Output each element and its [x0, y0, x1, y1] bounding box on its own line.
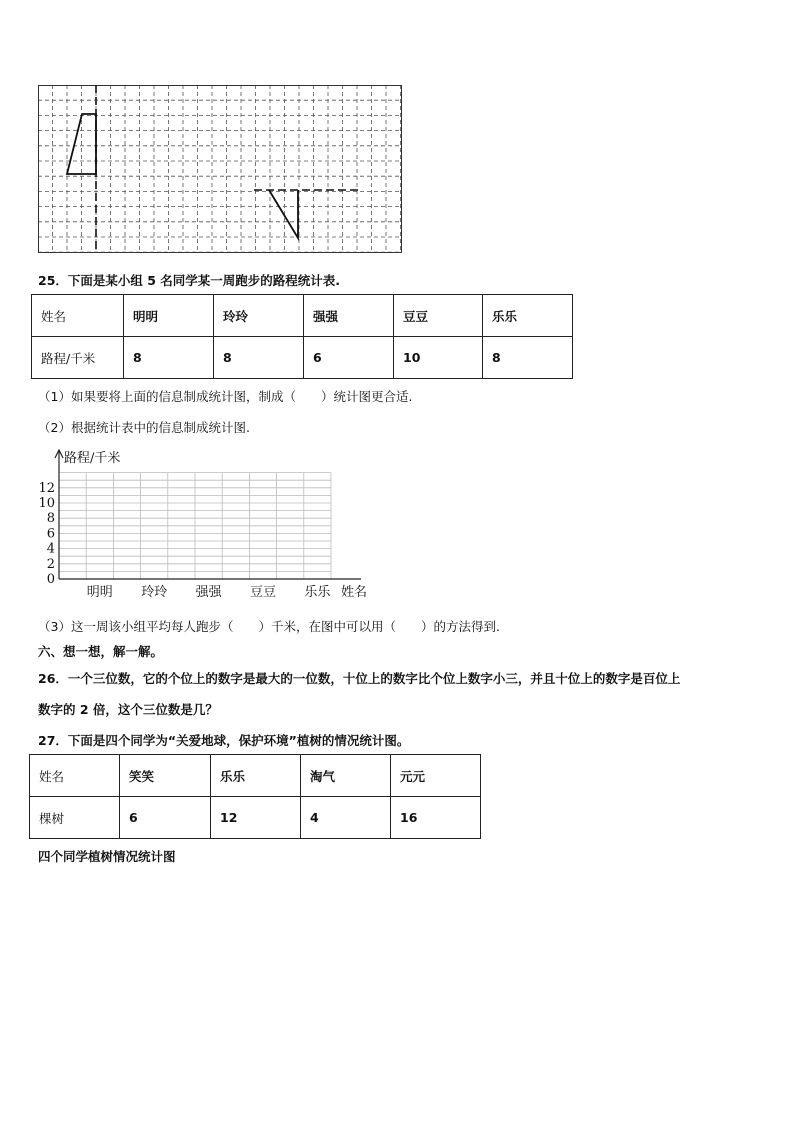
table-cell: 元元	[391, 755, 481, 797]
table-cell: 玲玲	[214, 295, 304, 337]
chart-category-label: 强强	[195, 585, 222, 600]
table-cell: 6	[120, 797, 211, 839]
chart-ytick-label: 2	[46, 556, 55, 572]
table-cell: 6	[304, 337, 394, 379]
q26-line2: 数字的 2 倍，这个三位数是几？	[38, 702, 218, 717]
section-heading: 六、想一想，解一解。	[38, 644, 164, 659]
table-cell: 16	[391, 797, 481, 839]
q26-line1: 26．一个三位数，它的个位上的数字是最大的一位数，十位上的数字比个位上数字小三，并且十位上的数字是百位上	[38, 671, 681, 686]
table-cell: 明明	[124, 295, 214, 337]
table-cell: 笑笑	[120, 755, 211, 797]
chart-category-label: 乐乐	[304, 585, 331, 600]
blank-bar-chart	[30, 445, 380, 605]
table-cell: 乐乐	[211, 755, 301, 797]
chart-category-label: 豆豆	[249, 585, 277, 600]
q25-title: 25．下面是某小组 5 名同学某一周跑步的路程统计表.	[38, 273, 341, 288]
q27-title: 27．下面是四个同学为“关爱地球，保护环境”植树的情况统计图。	[38, 733, 410, 748]
table-cell: 8	[483, 337, 573, 379]
table-cell: 强强	[304, 295, 394, 337]
table-cell: 路程/千米	[32, 337, 124, 379]
table-cell: 豆豆	[394, 295, 483, 337]
table-cell: 乐乐	[483, 295, 573, 337]
chart-ytick-label: 8	[46, 511, 55, 527]
partial-shape	[269, 190, 298, 238]
chart-ylabel: 路程/千米	[64, 451, 121, 466]
chart-ytick-label: 10	[38, 496, 55, 511]
chart-category-label: 明明	[86, 585, 113, 600]
grid-figure	[38, 85, 402, 253]
q27-table	[29, 754, 481, 839]
table-cell: 姓名	[30, 755, 120, 797]
q25-sub3: （3）这一周该小组平均每人跑步（ ）千米，在图中可以用（ ）的方法得到.	[38, 619, 500, 634]
q25-sub2: （2）根据统计表中的信息制成统计图.	[38, 420, 250, 435]
q25-table	[31, 294, 573, 379]
chart-category-label: 玲玲	[141, 585, 168, 600]
table-cell: 4	[301, 797, 391, 839]
table-cell: 8	[214, 337, 304, 379]
chart-ytick-label: 4	[46, 541, 55, 557]
table-cell: 姓名	[32, 295, 124, 337]
chart-ytick-label: 12	[38, 480, 55, 496]
table-cell: 10	[394, 337, 483, 379]
chart-ytick-label: 0	[46, 572, 55, 587]
q25-sub1: （1）如果要将上面的信息制成统计图，制成（ ）统计图更合适.	[38, 389, 413, 404]
table-cell: 12	[211, 797, 301, 839]
table-cell: 淘气	[301, 755, 391, 797]
q27-chart-title: 四个同学植树情况统计图	[38, 849, 176, 864]
chart-xlabel: 姓名	[341, 585, 368, 600]
table-cell: 棵树	[30, 797, 120, 839]
chart-ytick-label: 6	[46, 526, 55, 542]
table-cell: 8	[124, 337, 214, 379]
